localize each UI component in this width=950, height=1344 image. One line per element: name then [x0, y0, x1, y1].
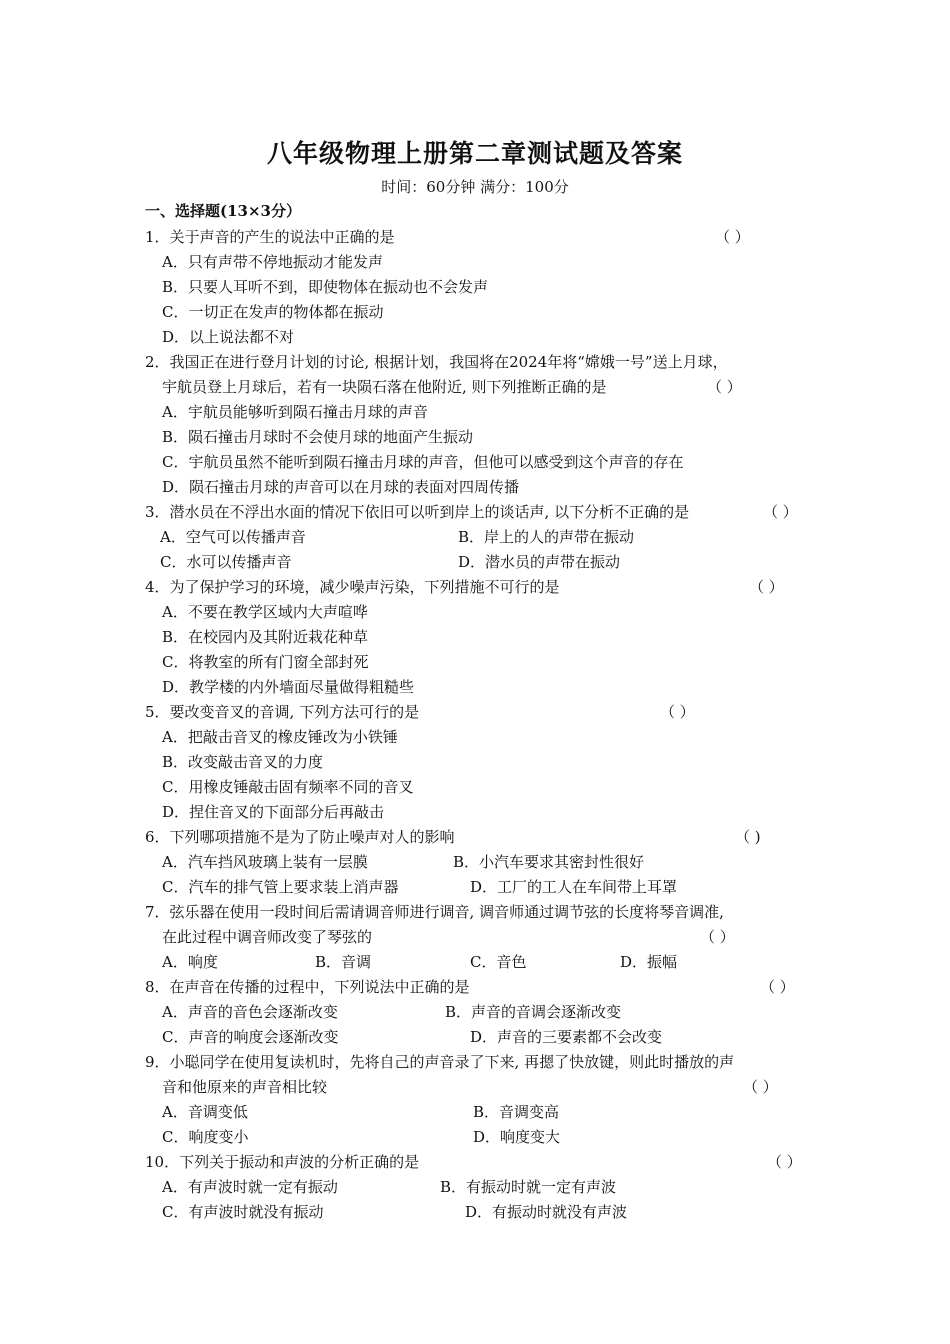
question-6 [145, 825, 810, 850]
question-stem: 宇航员登上月球后，若有一块陨石落在他附近, 则下列推断正确的是 [162, 378, 607, 396]
option-b: B．岸上的人的声带在振动 [458, 528, 635, 546]
option-d: D．潜水员的声带在振动 [458, 553, 621, 571]
option-c: C．水可以传播声音 [160, 553, 292, 571]
option-a: A．音调变低 [162, 1103, 248, 1121]
option-row [145, 850, 810, 875]
option-c: C．音色 [470, 953, 527, 971]
option-b: B．小汽车要求其密封性很好 [453, 853, 645, 871]
option-b: B．音调 [315, 953, 372, 971]
option-c: C．有声波时就没有振动 [162, 1203, 324, 1221]
option-a: A．不要在教学区域内大声喧哗 [162, 603, 368, 621]
option-d: D．捏住音叉的下面部分后再敲击 [162, 803, 385, 821]
answer-blank: （ ） [700, 928, 735, 946]
option-a: A．宇航员能够听到陨石撞击月球的声音 [162, 403, 428, 421]
answer-blank: （ ） [707, 378, 742, 396]
option-b: B．陨石撞击月球时不会使月球的地面产生振动 [162, 428, 474, 446]
option-d: D．响度变大 [473, 1128, 561, 1146]
answer-blank: （ ） [660, 703, 695, 721]
question-stem: 1．关于声音的产生的说法中正确的是 [145, 228, 395, 246]
answer-blank: （ ） [767, 1153, 802, 1171]
question-7: 7．弦乐器在使用一段时间后需请调音师进行调音, 调音师通过调节弦的长度将琴音调准, [145, 903, 724, 921]
option-c: C．汽车的排气管上要求装上消声器 [162, 878, 399, 896]
option-row [145, 550, 810, 575]
option-c: C．宇航员虽然不能听到陨石撞击月球的声音，但他可以感受到这个声音的存在 [162, 453, 684, 471]
option-c: C．声音的响度会逐渐改变 [162, 1028, 339, 1046]
option-b: B．有振动时就一定有声波 [440, 1178, 617, 1196]
option-b: B．声音的音调会逐渐改变 [445, 1003, 622, 1021]
answer-blank: （ ） [715, 228, 750, 246]
option-a: A．有声波时就一定有振动 [162, 1178, 338, 1196]
option-row [145, 1025, 810, 1050]
option-b: B．音调变高 [473, 1103, 560, 1121]
option-c: C．将教室的所有门窗全部封死 [162, 653, 369, 671]
question-5 [145, 700, 810, 725]
option-b: B．在校园内及其附近栽花种草 [162, 628, 369, 646]
question-stem: 3．潜水员在不浮出水面的情况下依旧可以听到岸上的谈话声, 以下分析不正确的是 [145, 503, 690, 521]
option-a: A．汽车挡风玻璃上装有一层膜 [162, 853, 368, 871]
question-stem: 5．要改变音叉的音调, 下列方法可行的是 [145, 703, 420, 721]
option-d: D．声音的三要素都不会改变 [470, 1028, 663, 1046]
answer-blank: （ ） [743, 1078, 778, 1096]
option-row [145, 950, 810, 975]
option-row [145, 1175, 810, 1200]
option-a: A．响度 [162, 953, 218, 971]
option-d: D．以上说法都不对 [162, 328, 295, 346]
option-c: C．用橡皮锤敲击固有频率不同的音叉 [162, 778, 414, 796]
question-8 [145, 975, 810, 1000]
option-d: D．教学楼的内外墙面尽量做得粗糙些 [162, 678, 415, 696]
option-b: B．改变敲击音叉的力度 [162, 753, 324, 771]
question-stem: 在此过程中调音师改变了琴弦的 [162, 928, 373, 946]
option-c: C．一切正在发声的物体都在振动 [162, 303, 384, 321]
question-7-cont [145, 925, 810, 950]
question-2: 2．我国正在进行登月计划的讨论, 根据计划，我国将在2024年将“嫦娥一号”送上月球， [145, 353, 728, 371]
section-heading: 一、选择题(13×3分） [145, 202, 301, 220]
page-title: 八年级物理上册第二章测试题及答案 [266, 139, 683, 168]
question-list [145, 201, 810, 1225]
option-d: D．振幅 [620, 953, 678, 971]
exam-info: 时间：60分钟 满分：100分 [381, 178, 569, 196]
option-row [145, 1100, 810, 1125]
answer-blank: （ ） [763, 503, 798, 521]
question-1 [145, 225, 810, 250]
option-d: D．工厂的工人在车间带上耳罩 [470, 878, 678, 896]
option-row [145, 525, 810, 550]
answer-blank: （ ） [749, 578, 784, 596]
question-3 [145, 500, 810, 525]
question-9-cont [145, 1075, 810, 1100]
option-row [145, 875, 810, 900]
option-b: B．只要人耳听不到，即使物体在振动也不会发声 [162, 278, 489, 296]
answer-blank: （ ） [760, 978, 795, 996]
question-9: 9．小聪同学在使用复读机时，先将自己的声音录了下来, 再摁了快放键，则此时播放的声 [145, 1053, 735, 1071]
question-stem: 8．在声音在传播的过程中，下列说法中正确的是 [145, 978, 470, 996]
question-2-cont [145, 375, 810, 400]
question-stem: 4．为了保护学习的环境，减少噪声污染，下列措施不可行的是 [145, 578, 560, 596]
option-a: A．声音的音色会逐渐改变 [162, 1003, 338, 1021]
option-row [145, 1200, 810, 1225]
option-a: A．空气可以传播声音 [160, 528, 306, 546]
option-row [145, 1125, 810, 1150]
question-stem: 10．下列关于振动和声波的分析正确的是 [145, 1153, 420, 1171]
answer-blank: （ ) [735, 828, 761, 846]
question-stem: 6．下列哪项措施不是为了防止噪声对人的影响 [145, 828, 455, 846]
question-stem: 音和他原来的声音相比较 [162, 1078, 328, 1096]
question-10 [145, 1150, 810, 1175]
option-c: C．响度变小 [162, 1128, 249, 1146]
option-a: A．把敲击音叉的橡皮锤改为小铁锤 [162, 728, 398, 746]
option-d: D．有振动时就没有声波 [465, 1203, 628, 1221]
option-row [145, 1000, 810, 1025]
question-4 [145, 575, 810, 600]
option-a: A．只有声带不停地振动才能发声 [162, 253, 383, 271]
option-d: D．陨石撞击月球的声音可以在月球的表面对四周传播 [162, 478, 520, 496]
